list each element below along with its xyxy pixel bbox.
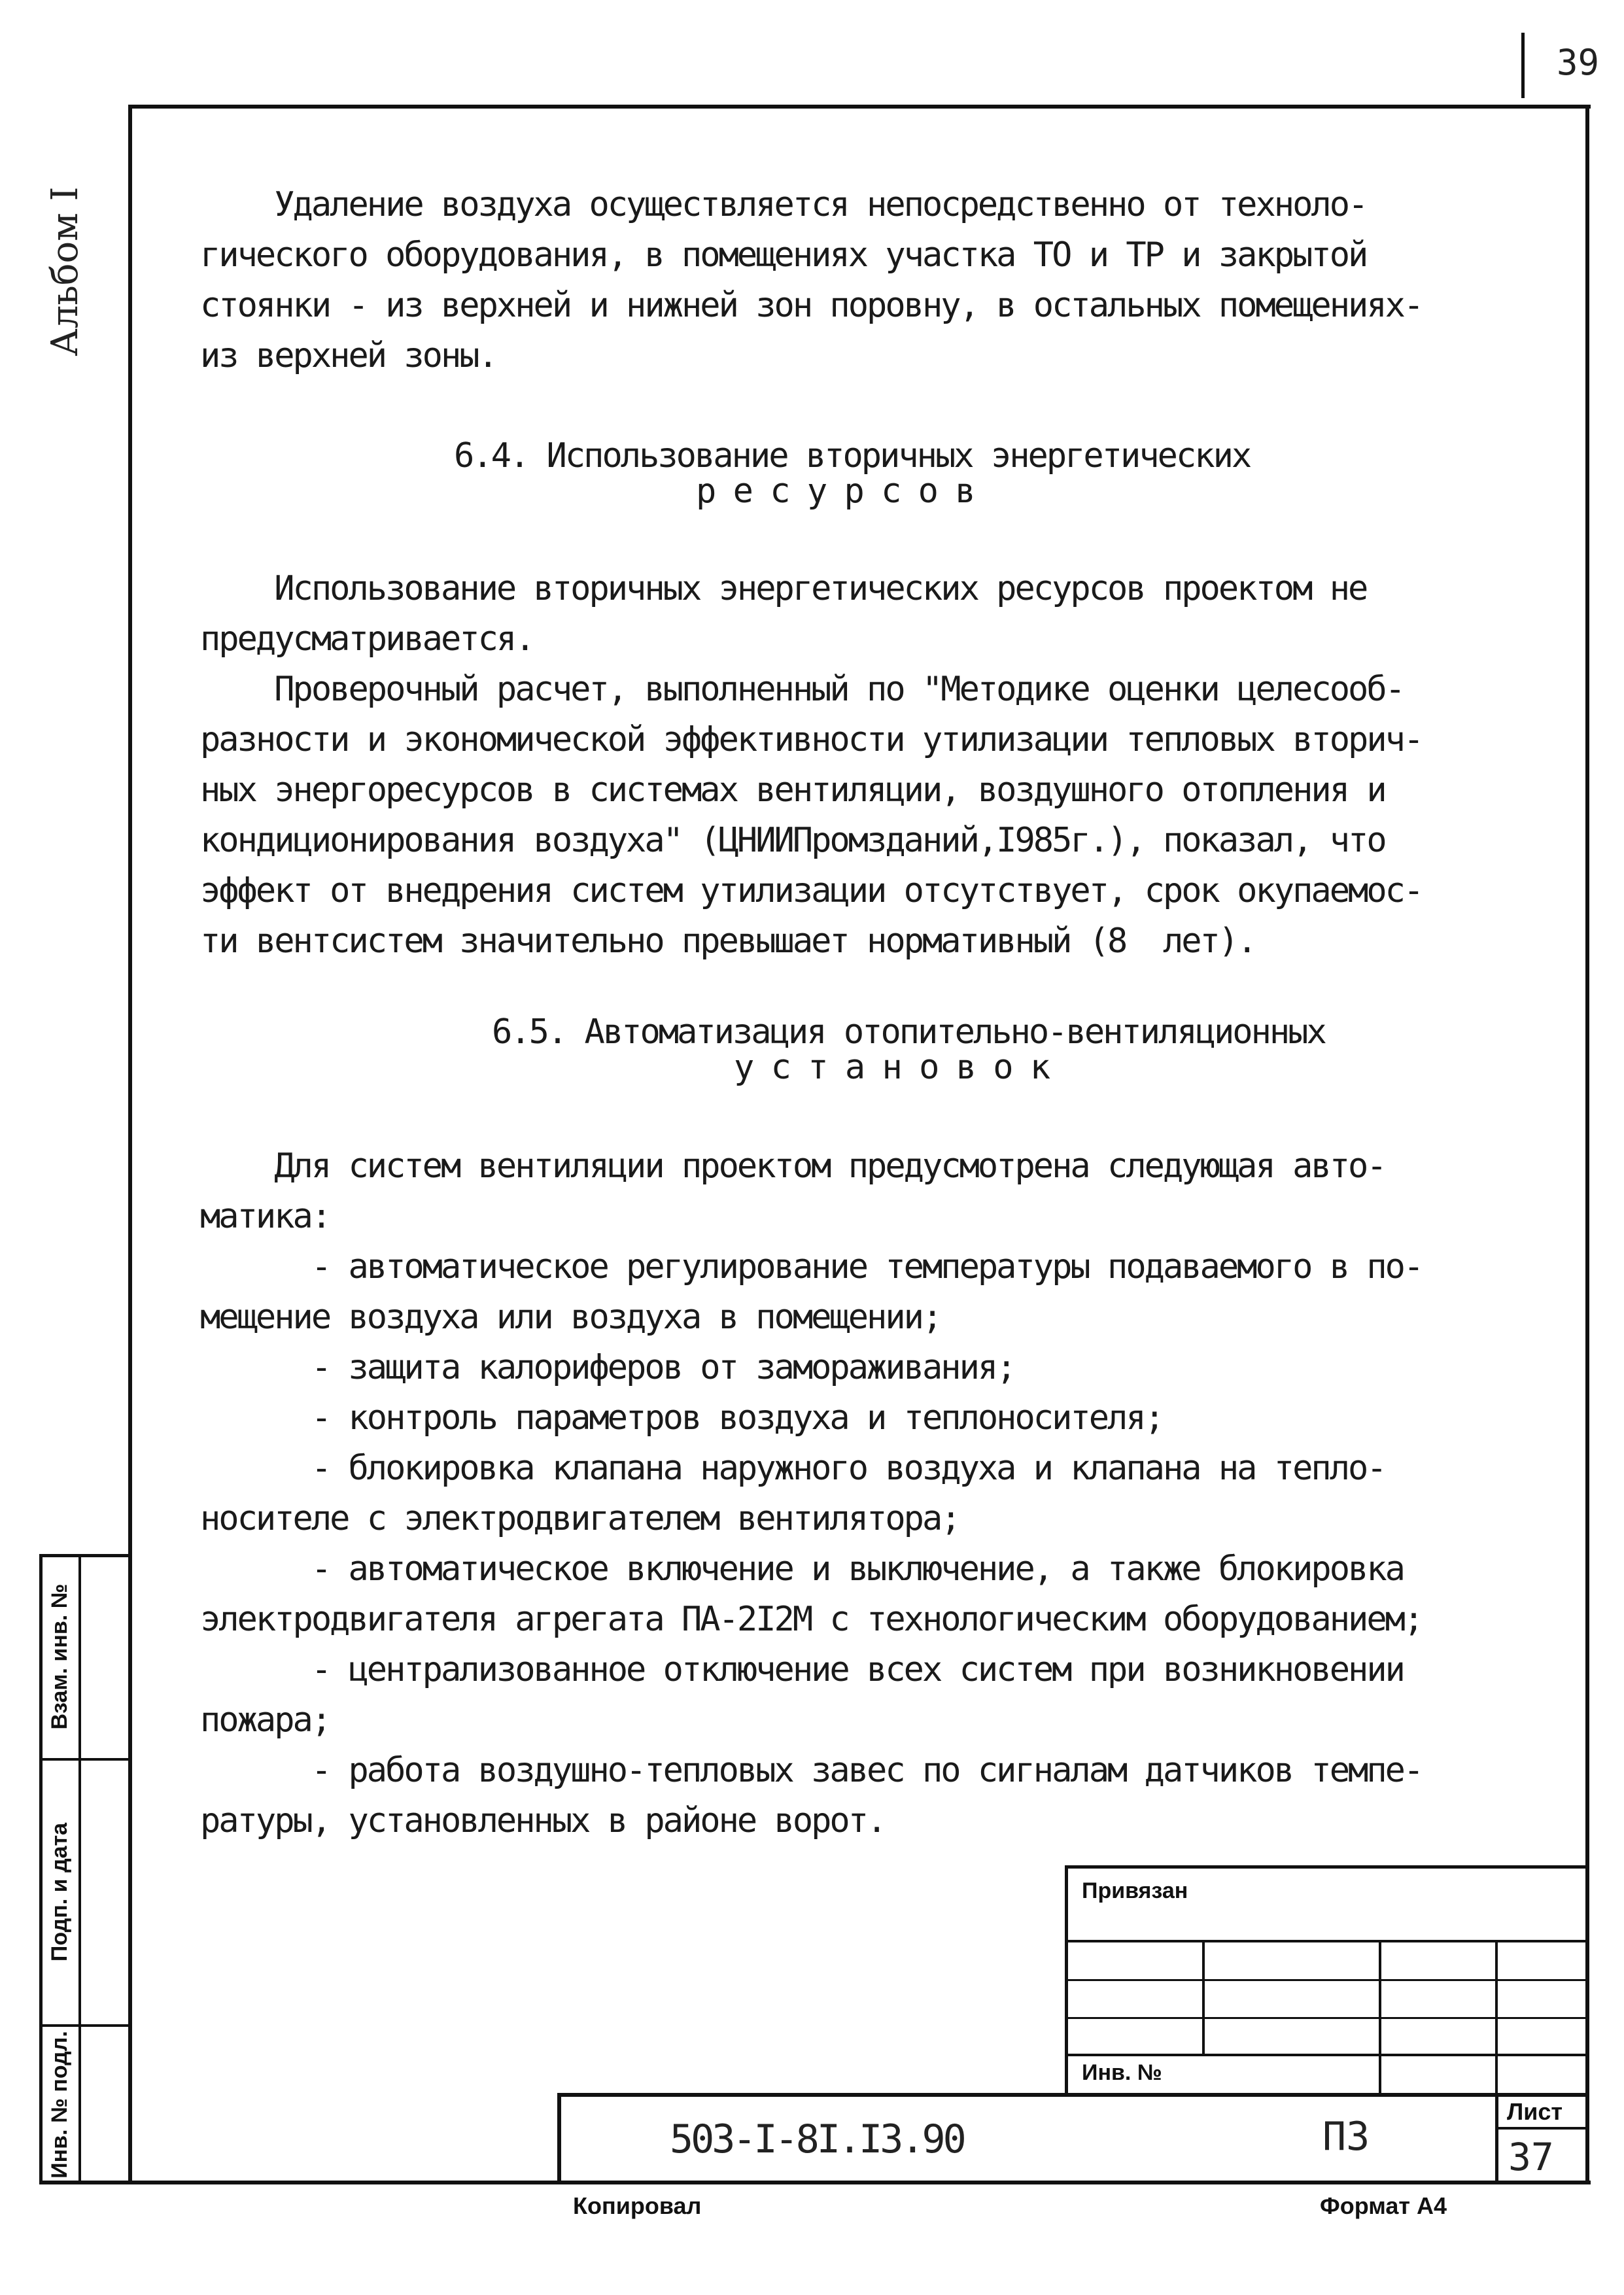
text-line: Удаление воздуха осуществляется непосредственно от техноло-: [200, 185, 1367, 224]
text-line: электродвигателя агрегата ПА-2I2М с технологическим оборудованием;: [200, 1600, 1423, 1639]
section-title-spaced: р е с у р с о в: [696, 472, 974, 511]
text-line: Проверочный расчет, выполненный по "Методике оценки целесооб-: [200, 670, 1404, 709]
list-item: - автоматическое включение и выключение, а также блокировка: [200, 1549, 1404, 1589]
text-line: предусматривается.: [200, 619, 534, 659]
footer-format: Формат А4: [1320, 2192, 1447, 2219]
text-line: мещение воздуха или воздуха в помещении;: [200, 1298, 941, 1337]
text-line: гического оборудования, в помещениях участка ТО и ТР и закрытой: [200, 235, 1367, 275]
doc-code: 503-I-8I.I3.90: [670, 2116, 964, 2162]
list-item: - автоматическое регулирование температуры подаваемого в по-: [200, 1247, 1423, 1286]
footer-copied: Копировал: [573, 2192, 702, 2219]
section-heading-6-5: [492, 1012, 1325, 1087]
list-item: - централизованное отключение всех систем при возникновении: [200, 1650, 1404, 1689]
list-item: - защита калориферов от замораживания;: [200, 1348, 1015, 1387]
side-label-inv-podl: Инв. № подл.: [47, 2031, 72, 2179]
text-line: Для систем вентиляции проектом предусмотрена следующая авто-: [200, 1147, 1385, 1186]
stamp-inv-no: Инв. №: [1082, 2060, 1162, 2085]
corner-rule: [1521, 33, 1525, 98]
album-label: Альбом I: [44, 186, 86, 356]
sheet-label: Лист: [1507, 2098, 1563, 2125]
paragraph-automation: [200, 1141, 1422, 1846]
text-line: матика:: [200, 1197, 330, 1236]
sheet-number: 37: [1508, 2135, 1554, 2179]
text-line: разности и экономической эффективности утилизации тепловых вторич-: [200, 720, 1423, 759]
text-line: пожара;: [200, 1700, 330, 1740]
text-line: эффект от внедрения систем утилизации отсутствует, срок окупаемос-: [200, 871, 1423, 910]
text-line: Использование вторичных энергетических ресурсов проектом не: [200, 569, 1367, 608]
list-item: - контроль параметров воздуха и теплоносителя;: [200, 1398, 1163, 1438]
section-title: 6.5. Автоматизация отопительно-вентиляционных: [492, 1012, 1325, 1052]
text-line: из верхней зоны.: [200, 336, 496, 375]
doc-type: ПЗ: [1322, 2114, 1370, 2160]
side-label-podp-data: Подп. и дата: [47, 1822, 72, 1962]
text-line: кондиционирования воздуха" (ЦНИИПромзданий,I985г.), показал, что: [200, 821, 1385, 860]
text-line: носителе с электродвигателем вентилятора;: [200, 1499, 959, 1538]
section-title-spaced: у с т а н о в о к: [734, 1048, 1049, 1087]
stamp-privyazan: Привязан: [1082, 1878, 1188, 1903]
text-line: ти вентсистем значительно превышает нормативный (8 лет).: [200, 922, 1256, 961]
paragraph-secondary-energy: [200, 564, 1422, 967]
side-label-vzam-inv: Взам. инв. №: [47, 1583, 72, 1730]
corner-page-number: 39: [1557, 42, 1600, 83]
text-line: стоянки - из верхней и нижней зон поровну, в остальных помещениях-: [200, 286, 1423, 325]
section-title: 6.4. Использование вторичных энергетических: [454, 436, 1251, 475]
paragraph-ventilation-exhaust: [200, 180, 1422, 381]
text-line: ных энергоресурсов в системах вентиляции, воздушного отопления и: [200, 770, 1385, 810]
text-line: ратуры, установленных в районе ворот.: [200, 1801, 886, 1840]
list-item: - блокировка клапана наружного воздуха и клапана на тепло-: [200, 1449, 1385, 1488]
list-item: - работа воздушно-тепловых завес по сигналам датчиков темпе-: [200, 1751, 1423, 1790]
section-heading-6-4: [454, 436, 1251, 511]
